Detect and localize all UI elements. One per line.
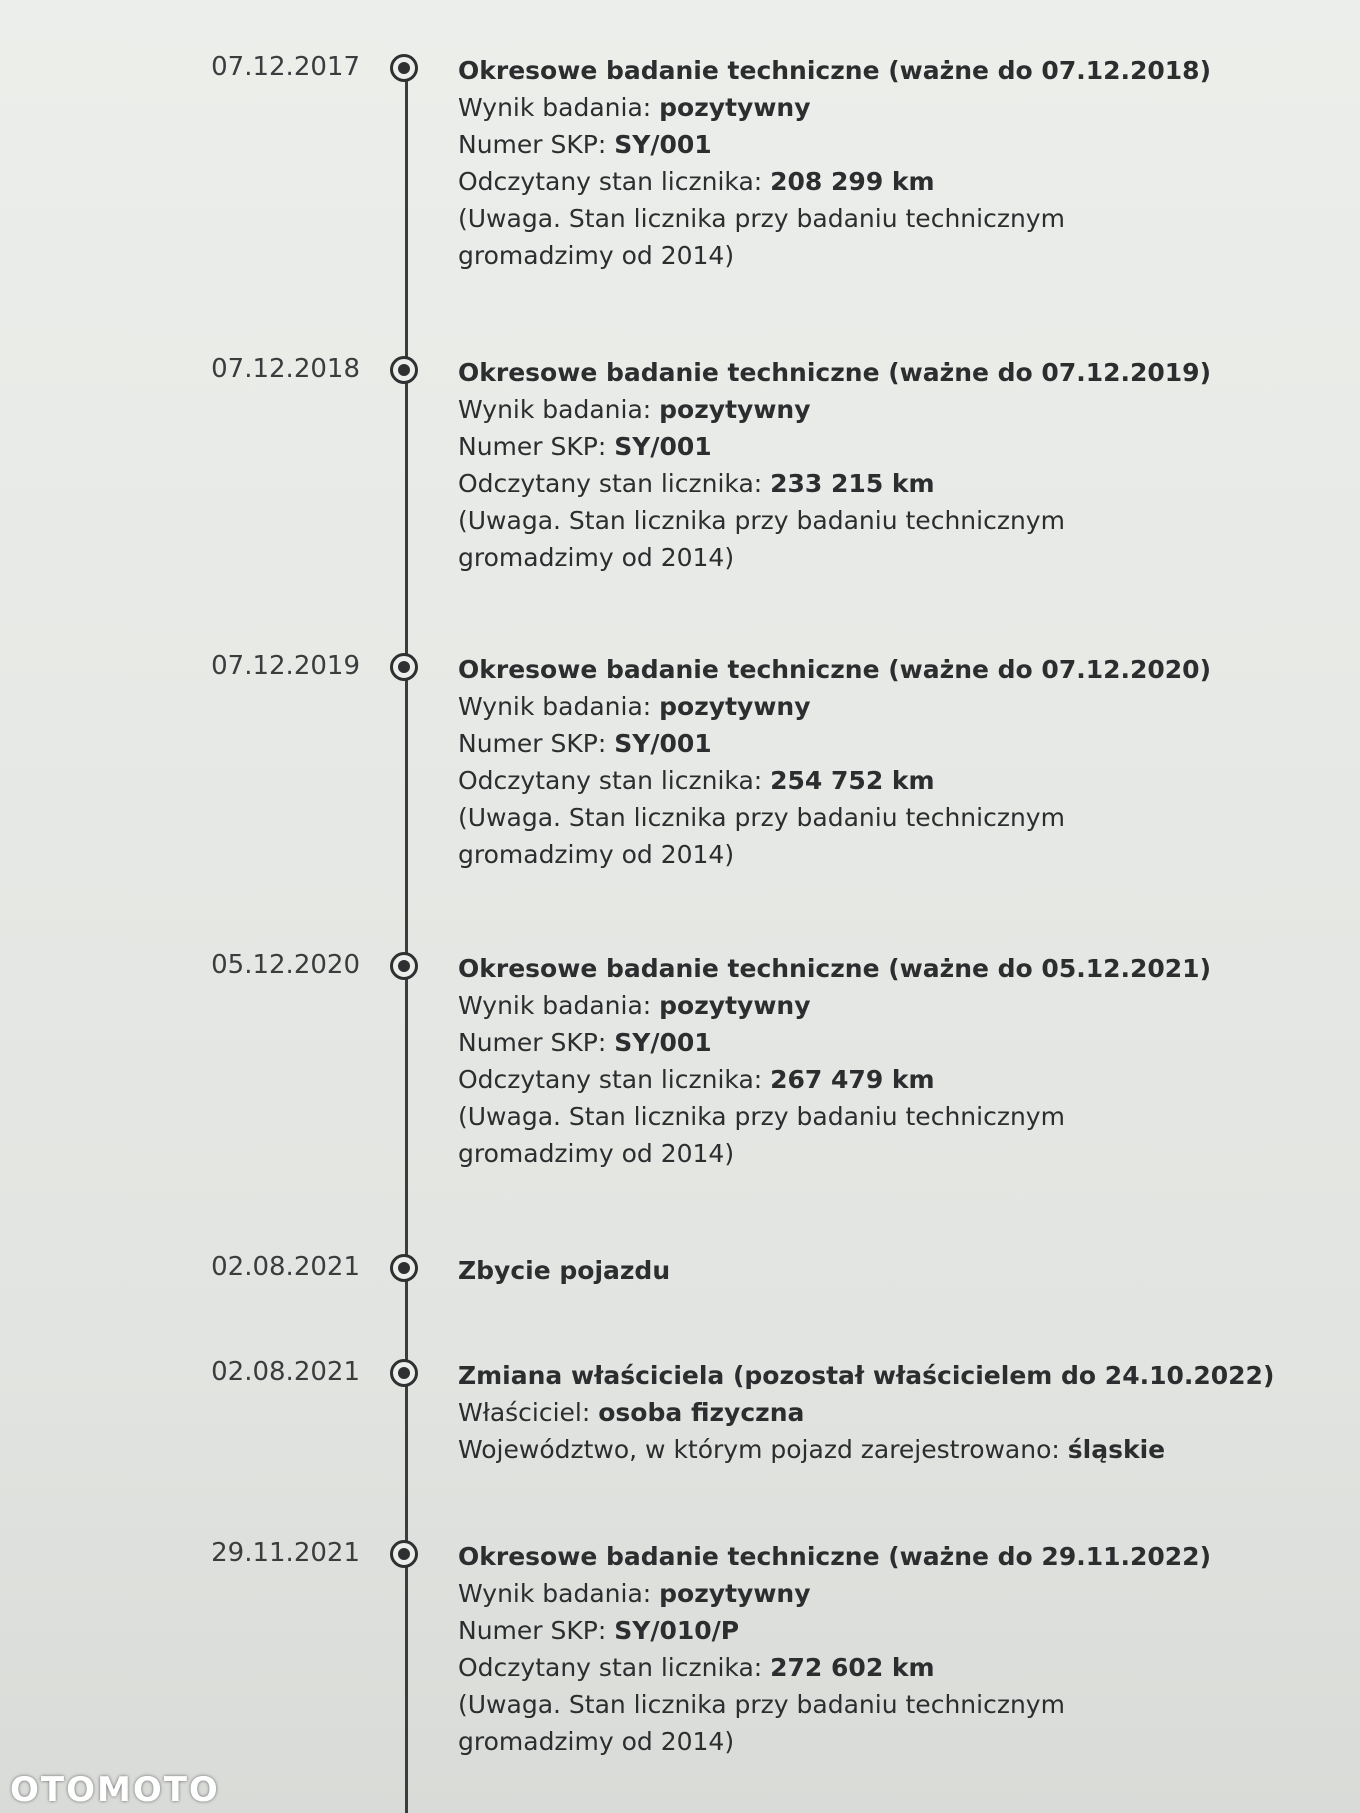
entry-title: Okresowe badanie techniczne (ważne do 07.12.2018) [458,56,1212,85]
entry-title: Okresowe badanie techniczne (ważne do 05.12.2021) [458,954,1212,983]
result-value: pozytywny [659,93,811,122]
timeline-marker-icon [390,1540,418,1568]
result-value: pozytywny [659,991,811,1020]
entry-title: Zbycie pojazdu [458,1256,671,1285]
entry-title: Okresowe badanie techniczne (ważne do 29.11.2022) [458,1542,1212,1571]
entry-note: (Uwaga. Stan licznika przy badaniu technicznym gromadzimy od 2014) [458,204,1065,270]
entry-odometer-line [458,465,1218,502]
entry-result-line [458,688,1218,725]
odometer-label: Odczytany stan licznika: [458,469,771,498]
entry-note: (Uwaga. Stan licznika przy badaniu technicznym gromadzimy od 2014) [458,506,1065,572]
entry-title: Okresowe badanie techniczne (ważne do 07.12.2019) [458,358,1212,387]
result-value: pozytywny [659,395,811,424]
entry-content [458,52,1218,274]
entry-date: 02.08.2021 [211,1357,360,1387]
entry-result-line [458,391,1218,428]
entry-skp-line [458,1024,1218,1061]
entry-date: 07.12.2018 [211,354,360,384]
entry-date: 02.08.2021 [211,1252,360,1282]
entry-skp-line [458,428,1218,465]
odometer-label: Odczytany stan licznika: [458,1653,771,1682]
entry-title: Zmiana właściciela (pozostał właścicielem do 24.10.2022) [458,1361,1275,1390]
entry-content [458,1538,1218,1760]
entry-odometer-line [458,1061,1218,1098]
skp-value: SY/010/P [614,1616,740,1645]
result-label: Wynik badania: [458,1579,660,1608]
entry-date: 29.11.2021 [211,1538,360,1568]
result-label: Wynik badania: [458,93,660,122]
odometer-value: 272 602 km [770,1653,935,1682]
entry-date: 07.12.2017 [211,52,360,82]
timeline-marker-icon [390,1254,418,1282]
entry-odometer-line [458,762,1218,799]
skp-value: SY/001 [614,432,712,461]
voivodeship-value: śląskie [1067,1435,1166,1464]
skp-label: Numer SKP: [458,130,615,159]
entry-result-line [458,1575,1218,1612]
timeline-marker-icon [390,54,418,82]
entry-content [458,1357,1275,1468]
entry-skp-line [458,725,1218,762]
timeline-marker-icon [390,653,418,681]
odometer-value: 233 215 km [770,469,935,498]
odometer-value: 267 479 km [770,1065,935,1094]
entry-voivodeship-line [458,1431,1218,1468]
result-value: pozytywny [659,692,811,721]
entry-note: (Uwaga. Stan licznika przy badaniu technicznym gromadzimy od 2014) [458,1102,1065,1168]
result-label: Wynik badania: [458,692,660,721]
entry-odometer-line [458,163,1218,200]
entry-title: Okresowe badanie techniczne (ważne do 07.12.2020) [458,655,1212,684]
entry-result-line [458,89,1218,126]
skp-value: SY/001 [614,130,712,159]
result-value: pozytywny [659,1579,811,1608]
owner-value: osoba fizyczna [598,1398,805,1427]
odometer-value: 208 299 km [770,167,935,196]
entry-result-line [458,987,1218,1024]
skp-value: SY/001 [614,729,712,758]
skp-label: Numer SKP: [458,432,615,461]
skp-label: Numer SKP: [458,1616,615,1645]
timeline-marker-icon [390,952,418,980]
entry-content [458,950,1218,1172]
voivodeship-label: Województwo, w którym pojazd zarejestrowano: [458,1435,1068,1464]
result-label: Wynik badania: [458,395,660,424]
entry-skp-line [458,126,1218,163]
entry-note: (Uwaga. Stan licznika przy badaniu technicznym gromadzimy od 2014) [458,1690,1065,1756]
odometer-value: 254 752 km [770,766,935,795]
entry-date: 05.12.2020 [211,950,360,980]
timeline-marker-icon [390,1359,418,1387]
entry-content [458,1252,1218,1289]
result-label: Wynik badania: [458,991,660,1020]
skp-label: Numer SKP: [458,1028,615,1057]
owner-label: Właściciel: [458,1398,599,1427]
skp-label: Numer SKP: [458,729,615,758]
odometer-label: Odczytany stan licznika: [458,766,771,795]
entry-date: 07.12.2019 [211,651,360,681]
entry-content [458,651,1218,873]
entry-content [458,354,1218,576]
entry-odometer-line [458,1649,1218,1686]
entry-owner-line [458,1394,1218,1431]
odometer-label: Odczytany stan licznika: [458,1065,771,1094]
timeline-marker-icon [390,356,418,384]
skp-value: SY/001 [614,1028,712,1057]
otomoto-watermark: OTOMOTO [10,1770,220,1810]
entry-skp-line [458,1612,1218,1649]
odometer-label: Odczytany stan licznika: [458,167,771,196]
entry-note: (Uwaga. Stan licznika przy badaniu technicznym gromadzimy od 2014) [458,803,1065,869]
